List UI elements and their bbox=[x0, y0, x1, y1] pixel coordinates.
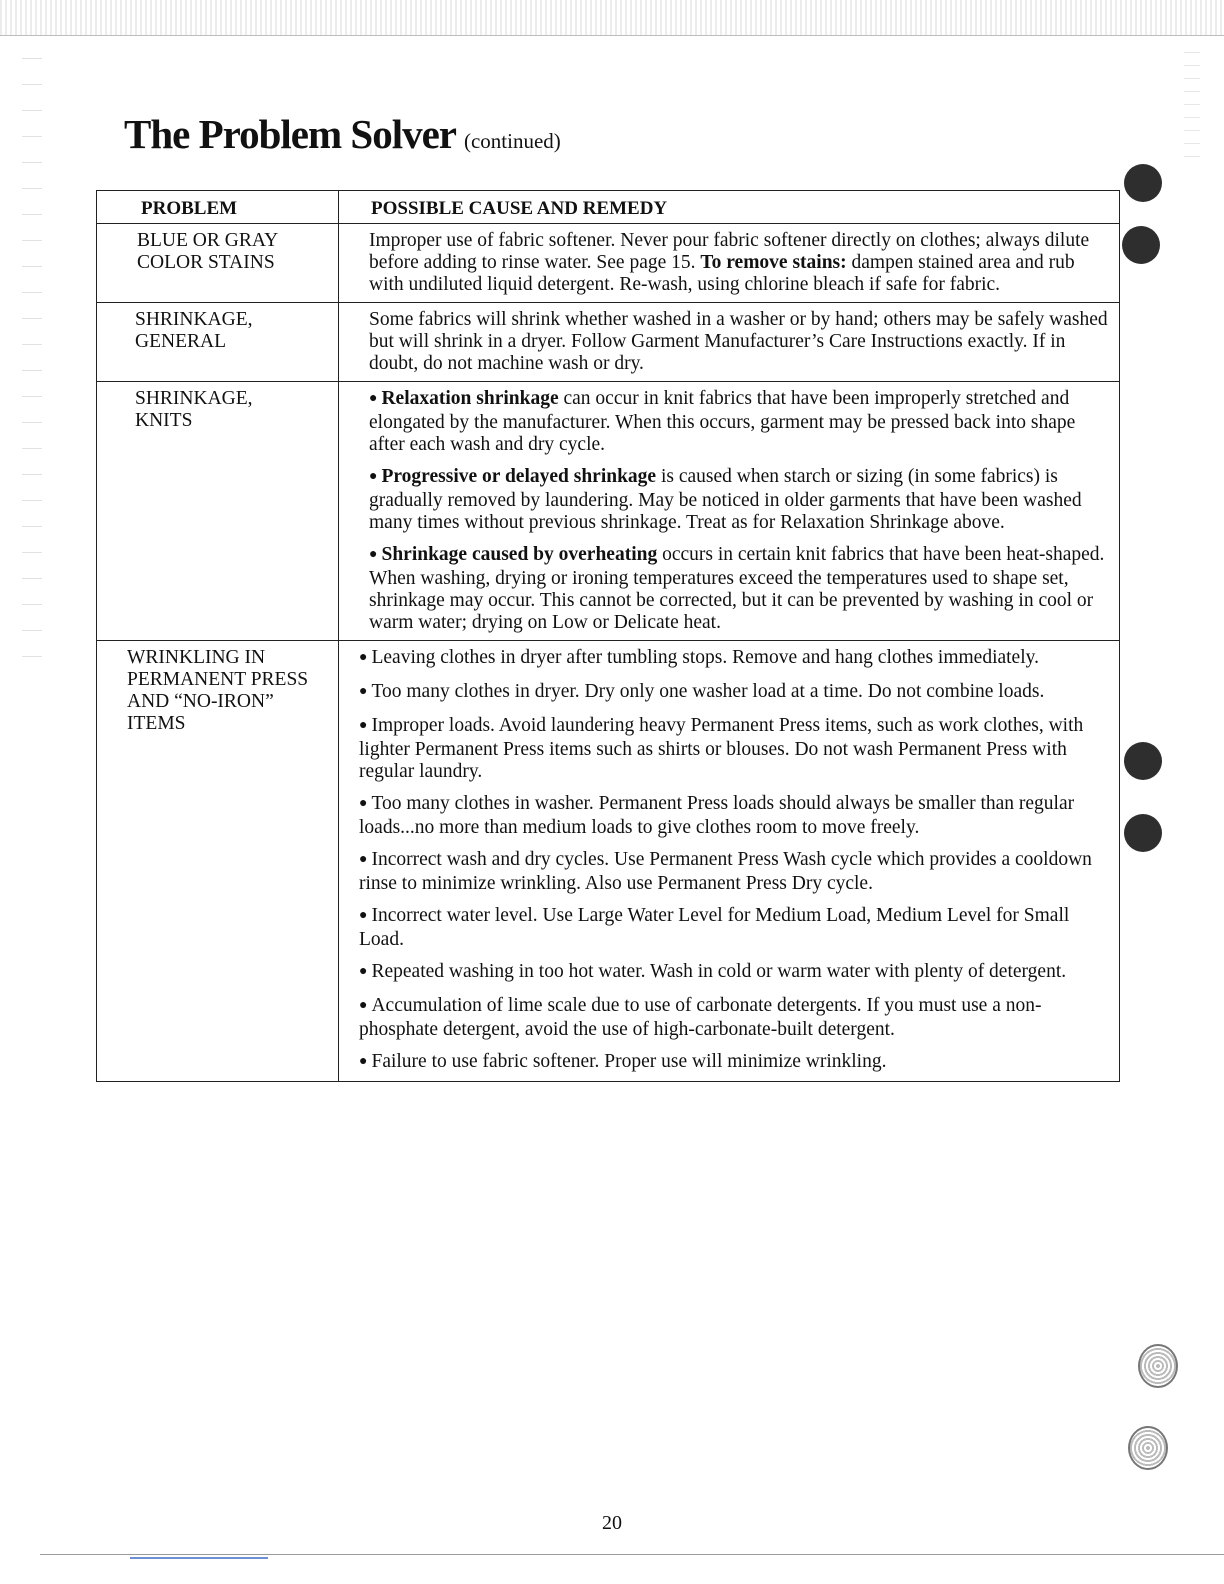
problem-label: GENERAL bbox=[135, 331, 226, 352]
remedy-bullet: ● Incorrect water level. Use Large Water Level for Medium Load, Medium Level for Small Load. bbox=[359, 905, 1070, 950]
problem-label: KNITS bbox=[135, 410, 193, 431]
remedy-cell bbox=[339, 641, 1120, 1082]
problem-cell bbox=[97, 382, 339, 641]
remedy-bullet: ● Shrinkage caused by overheating occurs in certain knit fabrics that have been heat-shaped. When washing, drying or ironing temperatures exceed the temperatures used to shape set, shrinkage may occur. This cannot be corrected, but it can be prevented by washing in cool or warm water; drying on Low or Delicate heat. bbox=[369, 544, 1105, 633]
scan-bottom-line bbox=[40, 1554, 1224, 1555]
problem-label: BLUE OR GRAY bbox=[137, 230, 279, 251]
remedy-cell bbox=[339, 382, 1120, 641]
table-row bbox=[97, 641, 1120, 1082]
remedy-text: Improper use of fabric softener. Never pour fabric softener directly on clothes; always dilute before adding to rinse water. See page 15. To remove stains: dampen stained area and rub with undiluted liquid detergent. Re-wash, using chlorine bleach if safe for fabric. bbox=[369, 230, 1090, 295]
problem-label: COLOR STAINS bbox=[137, 252, 275, 273]
remedy-bullet: ● Accumulation of lime scale due to use of carbonate detergents. If you must use a non-phosphate detergent, avoid the use of high-carbonate-built detergent. bbox=[359, 995, 1042, 1040]
title-main: The Problem Solver bbox=[124, 111, 456, 157]
problem-cell bbox=[97, 303, 339, 382]
table-header-row bbox=[97, 191, 1120, 224]
scan-top-band bbox=[0, 0, 1224, 36]
remedy-bullet: ● Relaxation shrinkage can occur in knit fabrics that have been improperly stretched and elongated by the manufacturer. When this occurs, garment may be pressed back into shape after each wash and dry cycle. bbox=[369, 388, 1076, 455]
problem-label: ITEMS bbox=[127, 713, 186, 734]
column-header-problem: PROBLEM bbox=[97, 191, 339, 224]
remedy-cell bbox=[339, 224, 1120, 303]
binder-hole-dot bbox=[1122, 226, 1160, 264]
binder-hole-dot bbox=[1124, 164, 1162, 202]
scan-top-line bbox=[0, 35, 1224, 36]
table-row bbox=[97, 303, 1120, 382]
bullet-icon: ● bbox=[359, 650, 368, 665]
table-row bbox=[97, 224, 1120, 303]
problem-cell bbox=[97, 641, 339, 1082]
problem-solver-table bbox=[96, 190, 1120, 1082]
scan-right-margin-marks bbox=[1184, 40, 1200, 160]
remedy-bullet: ● Too many clothes in dryer. Dry only one washer load at a time. Do not combine loads. bbox=[359, 681, 1045, 702]
bullet-icon: ● bbox=[359, 718, 368, 733]
page-number: 20 bbox=[602, 1512, 622, 1534]
remedy-bullet: ● Repeated washing in too hot water. Wash in cold or warm water with plenty of detergent. bbox=[359, 961, 1067, 982]
bullet-icon: ● bbox=[359, 1054, 368, 1069]
bullet-icon: ● bbox=[369, 469, 378, 484]
bullet-icon: ● bbox=[359, 852, 368, 867]
remedy-bullet: ● Improper loads. Avoid laundering heavy Permanent Press items, such as work clothes, with lighter Permanent Press items such as shirts or blouses. Do not wash Permanent Press with regular laundry. bbox=[359, 715, 1084, 782]
binder-hole-dot bbox=[1124, 814, 1162, 852]
column-header-remedy: POSSIBLE CAUSE AND REMEDY bbox=[339, 191, 1120, 224]
bullet-icon: ● bbox=[359, 964, 368, 979]
remedy-bold: To remove stains: bbox=[700, 252, 847, 273]
remedy-bullet: ● Leaving clothes in dryer after tumbling stops. Remove and hang clothes immediately. bbox=[359, 647, 1039, 668]
remedy-bullet: ● Too many clothes in washer. Permanent Press loads should always be smaller than regular loads...no more than medium loads to give clothes room to move freely. bbox=[359, 793, 1075, 838]
scan-bottom-accent bbox=[130, 1557, 268, 1559]
bullet-icon: ● bbox=[359, 796, 368, 811]
bullet-icon: ● bbox=[359, 684, 368, 699]
logo-seal-icon bbox=[1138, 1344, 1178, 1388]
bullet-icon: ● bbox=[359, 908, 368, 923]
title-subtitle: (continued) bbox=[463, 129, 561, 153]
scan-left-margin-marks bbox=[22, 40, 42, 680]
problem-label: PERMANENT PRESS bbox=[127, 669, 309, 690]
problem-cell bbox=[97, 224, 339, 303]
bullet-icon: ● bbox=[369, 391, 378, 406]
problem-label: SHRINKAGE, bbox=[135, 388, 253, 409]
problem-label: SHRINKAGE, bbox=[135, 309, 253, 330]
remedy-bullet: ● Failure to use fabric softener. Proper use will minimize wrinkling. bbox=[359, 1051, 887, 1072]
table-row bbox=[97, 382, 1120, 641]
bullet-icon: ● bbox=[359, 998, 368, 1013]
remedy-bullet: ● Incorrect wash and dry cycles. Use Permanent Press Wash cycle which provides a cooldown rinse to minimize wrinkling. Also use Permanent Press Dry cycle. bbox=[359, 849, 1092, 894]
problem-label: AND “NO-IRON” bbox=[127, 691, 274, 712]
binder-hole-dot bbox=[1124, 742, 1162, 780]
remedy-cell bbox=[339, 303, 1120, 382]
remedy-text: Some fabrics will shrink whether washed in a washer or by hand; others may be safely washed but will shrink in a dryer. Follow Garment Manufacturer’s Care Instructions exactly. If in doubt, do not machine wash or dry. bbox=[369, 309, 1108, 374]
page-title bbox=[124, 110, 561, 158]
problem-label: WRINKLING IN bbox=[127, 647, 266, 668]
remedy-bullet: ● Progressive or delayed shrinkage is caused when starch or sizing (in some fabrics) is gradually removed by laundering. May be noticed in older garments that have been washed many times without previous shrinkage. Treat as for Relaxation Shrinkage above. bbox=[369, 466, 1082, 533]
bullet-icon: ● bbox=[369, 547, 378, 562]
logo-seal-icon bbox=[1128, 1426, 1168, 1470]
